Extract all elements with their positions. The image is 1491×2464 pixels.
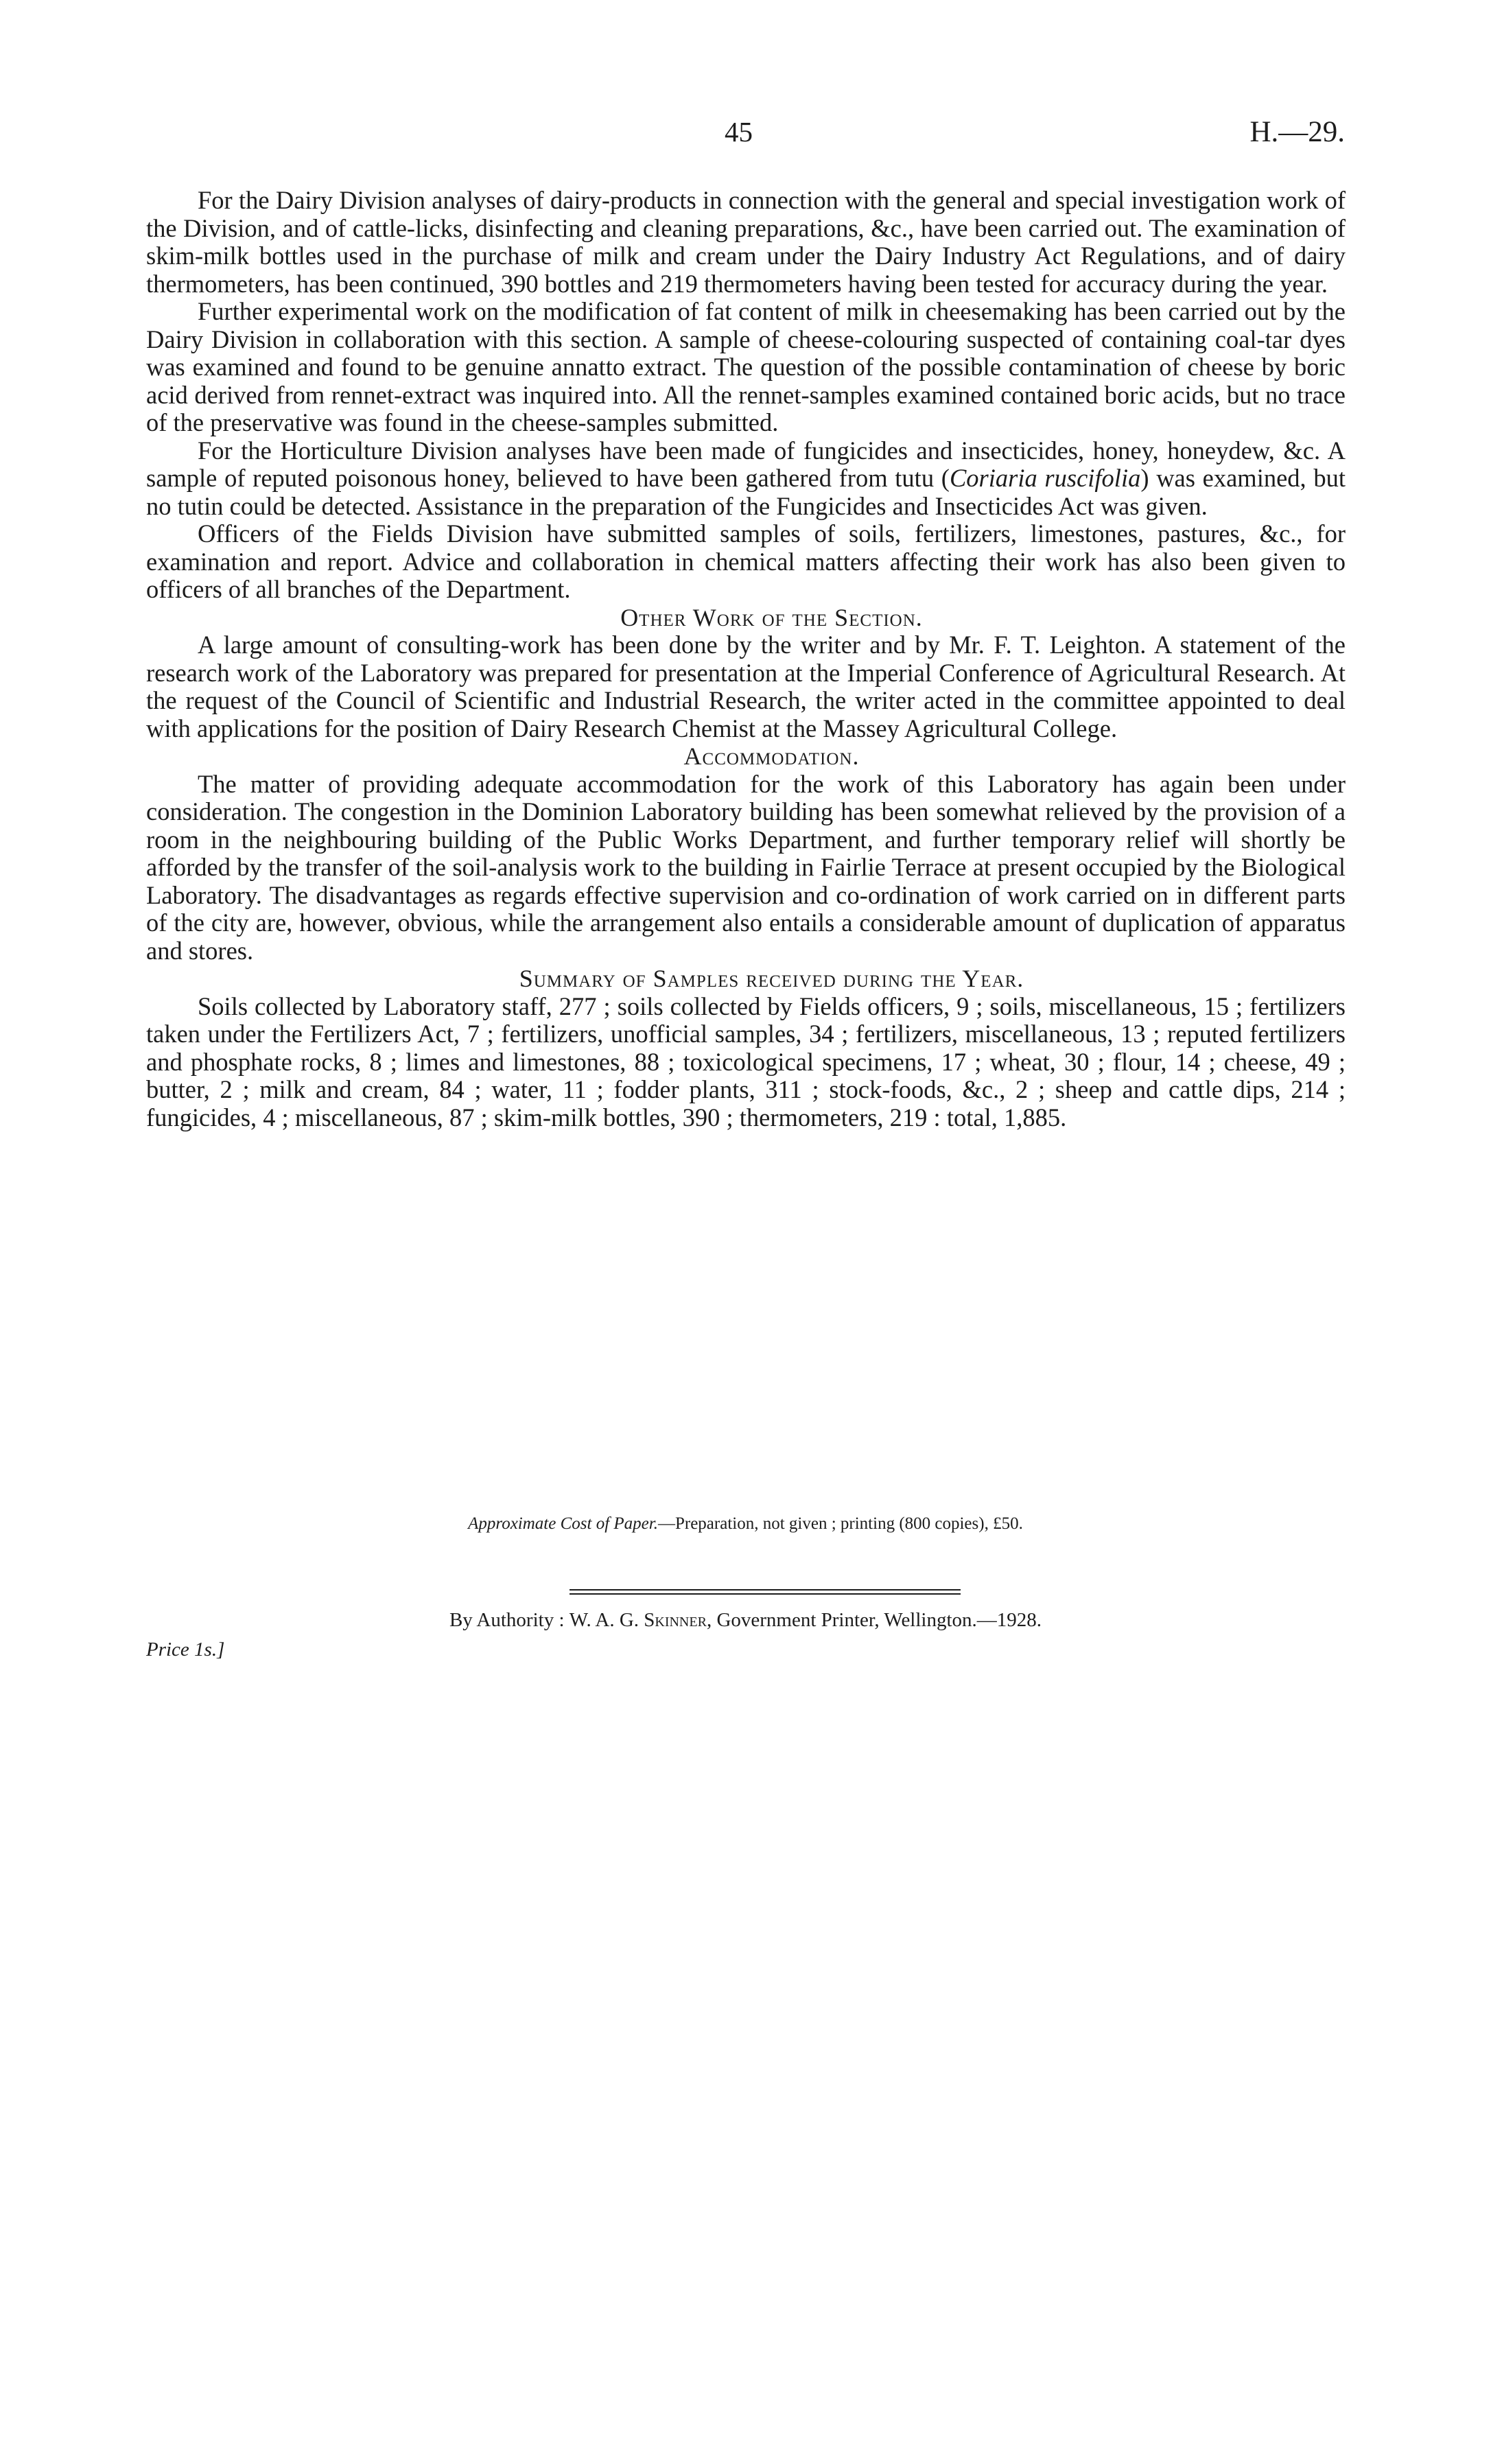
body-text — [146, 187, 1346, 1131]
heading-summary-of-samples: Summary of Samples received during the Year. — [519, 965, 1024, 992]
printer-details: , Government Printer, Wellington.—1928. — [706, 1609, 1042, 1631]
paragraph-other-work: A large amount of consulting-work has been done by the writer and by Mr. F. T. Leighton. A statement of the research work of the Laboratory was prepared for presentation at the Imperial Conference of Agricultural Research. At the request of the Council of Scientific and Industrial Research, the writer acted in the committee appointed to deal with applications for the position of Dairy Research Chemist at the Massey Agricultural College. — [146, 631, 1346, 742]
authority-label: By Authority : — [449, 1609, 565, 1631]
paragraph-horticulture — [146, 437, 1346, 521]
horticulture-text-end: ) was examined, but no tutin could be detected. Assistance in the preparation of the Fungicides and Insecticides Act was given. — [146, 464, 1346, 520]
paragraph-cheesemaking: Further experimental work on the modification of fat content of milk in cheesemaking has been carried out by the Dairy Division in collaboration with this section. A sample of cheese-colouring suspected of containing coal-tar dyes was examined and found to be genuine annatto extract. The question of the possible contamination of cheese by boric acid derived from rennet-extract was inquired into. All the rennet-samples examined contained boric acids, but no trace of the preservative was found in the cheese-samples submitted. — [146, 297, 1346, 436]
cost-text: —Preparation, not given ; printing (800 copies), £50. — [657, 1514, 1023, 1533]
heading-accommodation: Accommodation. — [683, 742, 860, 770]
species-name: Coriaria ruscifolia — [949, 464, 1141, 492]
page-number: 45 — [725, 116, 753, 148]
footer-rule-lower — [570, 1593, 961, 1595]
paragraph-fields-division: Officers of the Fields Division have submitted samples of soils, fertilizers, limestones, pastures, &c., for examination and report. Advice and collaboration in chemical matters affecting their work has also been given to officers of all branches of the Department. — [146, 519, 1346, 603]
heading-other-work: Other Work of the Section. — [620, 603, 923, 631]
footer-rule-upper — [570, 1589, 961, 1591]
cost-label: Approximate Cost of Paper. — [468, 1514, 658, 1533]
paragraph-accommodation: The matter of providing adequate accommodation for the work of this Laboratory has again been under consideration. The congestion in the Dominion Laboratory building has been somewhat relieved by the provision of a room in the neighbouring building of the Public Works Department, and further temporary relief will shortly be afforded by the transfer of the soil-analysis work to the building in Fairlie Terrace at present occupied by the Biological Laboratory. The disadvantages as regards effective supervision and co-ordination of work carried on in different parts of the city are, however, obvious, while the arrangement also entails a considerable amount of duplication of apparatus and stores. — [146, 769, 1346, 965]
printer-name: W. A. G. Skinner — [569, 1609, 707, 1631]
document-reference: H.—29. — [1249, 116, 1345, 148]
cost-of-paper-note — [0, 1514, 1491, 1534]
page-header — [0, 115, 1491, 156]
paragraph-summary-of-samples: Soils collected by Laboratory staff, 277 ; soils collected by Fields officers, 9 ; soils, miscellaneous, 15 ; fertilizers taken under the Fertilizers Act, 7 ; fertilizers, unofficial samples, 34 ; fertilizers, miscellaneous, 13 ; reputed fertilizers and phosphate rocks, 8 ; limes and limestones, 88 ; toxicological specimens, 17 ; wheat, 30 ; flour, 14 ; cheese, 49 ; butter, 2 ; milk and cream, 84 ; water, 11 ; fodder plants, 311 ; stock-foods, &c., 2 ; sheep and cattle dips, 214 ; fungicides, 4 ; miscellaneous, 87 ; skim-milk bottles, 390 ; thermometers, 219 : total, 1,885. — [146, 992, 1346, 1131]
printer-authority-line — [0, 1609, 1491, 1632]
paragraph-dairy-division: For the Dairy Division analyses of dairy-products in connection with the general and special investigation work of the Division, and of cattle-licks, disinfecting and cleaning preparations, &c., have been carried out. The examination of skim-milk bottles used in the purchase of milk and cream under the Dairy Industry Act Regulations, and of dairy thermometers, has been continued, 390 bottles and 219 thermometers having been tested for accuracy during the year. — [146, 186, 1346, 298]
price-note: Price 1s.] — [146, 1639, 225, 1661]
horticulture-text-start: For the Horticulture Division analyses have been made of fungicides and insecticides, honey, honeydew, &c. A sample of reputed poisonous honey, believed to have been gathered from tutu ( — [146, 436, 1346, 492]
